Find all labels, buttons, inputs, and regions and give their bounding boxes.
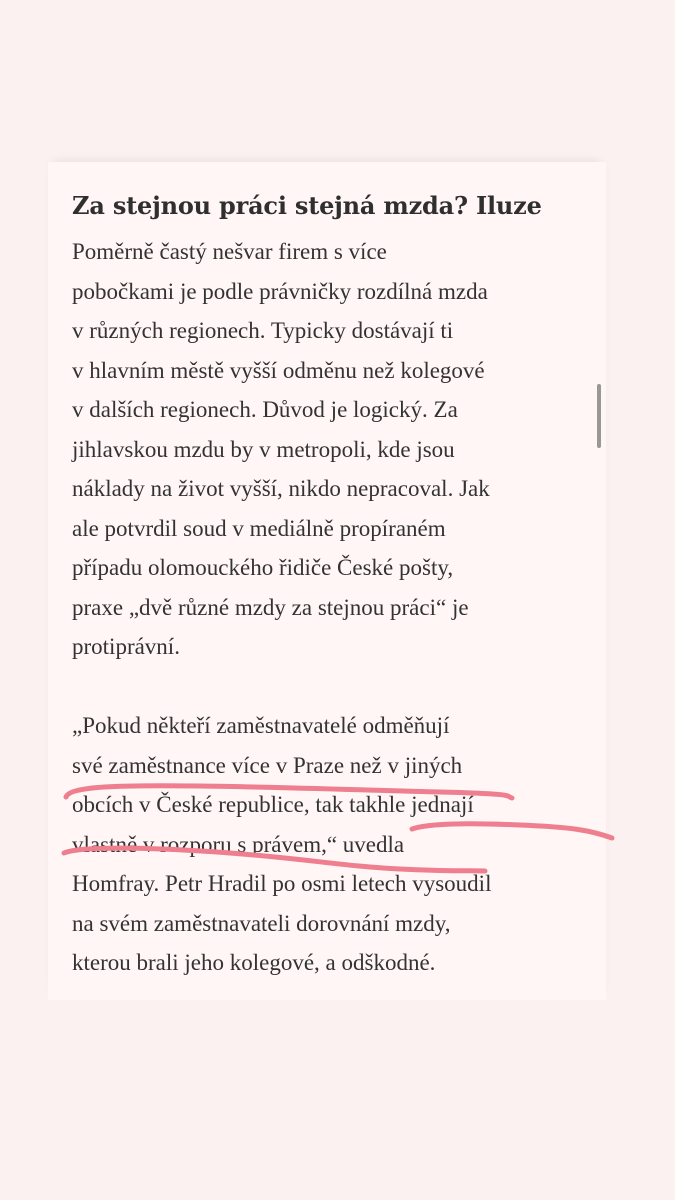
text-line: pobočkami je podle právničky rozdílná mzda: [72, 278, 488, 304]
text-line: v různých regionech. Typicky dostávají ti: [72, 318, 454, 343]
text-line: ale potvrdil soud v mediálně propíraném: [72, 515, 446, 541]
text-line: praxe „dvě různé mzdy za stejnou práci“ je: [72, 594, 469, 620]
text-line: kterou brali jeho kolegové, a odškodné.: [72, 950, 436, 975]
text-line: na svém zaměstnavateli dorovnání mzdy,: [72, 910, 451, 936]
text-line: náklady na život vyšší, nikdo nepracoval. Jak: [72, 476, 490, 501]
scrollbar-thumb[interactable]: [597, 384, 601, 448]
article-paragraph-2: [72, 706, 592, 983]
text-line: případu olomouckého řidiče České pošty,: [72, 555, 454, 580]
text-line: obcích v České republice, tak takhle jednají: [72, 792, 474, 817]
text-line: v hlavním městě vyšší odměnu než kolegové: [72, 357, 485, 383]
text-line: své zaměstnance více v Praze než v jiných: [72, 752, 463, 778]
text-line: protiprávní.: [72, 634, 180, 659]
article: [72, 182, 592, 983]
text-line: Homfray. Petr Hradil po osmi letech vysoudil: [72, 871, 492, 896]
text-line: Poměrně častý nešvar firem s více: [72, 239, 387, 264]
text-line: v dalších regionech. Důvod je logický. Za: [72, 397, 458, 422]
text-line: jihlavskou mzdu by v metropoli, kde jsou: [72, 436, 455, 462]
text-line: vlastně v rozporu s právem,“ uvedla: [72, 831, 405, 857]
text-line: „Pokud někteří zaměstnavatelé odměňují: [72, 713, 450, 738]
article-heading: Za stejnou práci stejná mzda? Iluze: [72, 191, 542, 220]
article-paragraph-1: [72, 232, 592, 667]
